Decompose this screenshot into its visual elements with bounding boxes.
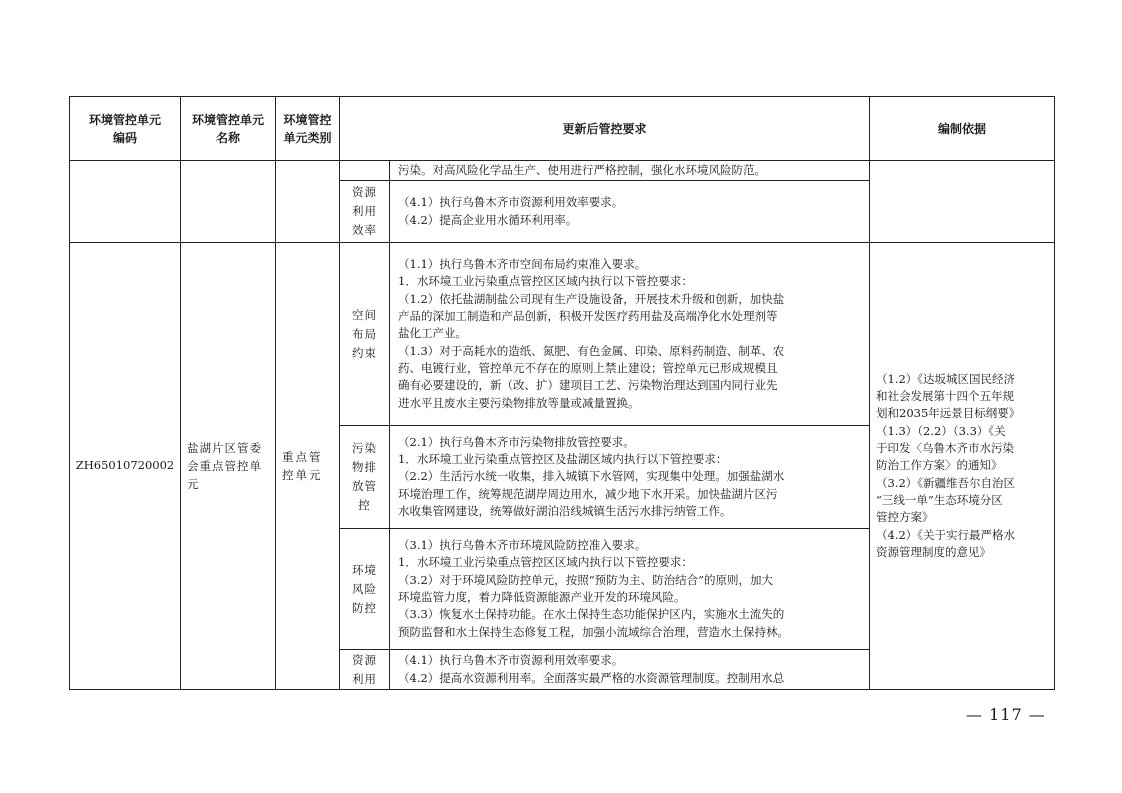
environmental-risk-requirements: （3.1）执行乌鲁木齐市环境风险防控准入要求。 1．水环境工业污染重点管控区区域内执行以下管控要求： （3.2）对于环境风险防控单元，按照“预防为主、防治结合”的原则，加大 环境监管力度，着力降低资源能源产业开发的环境风险。 （3.3）恢复水土保持功能。在水土保持生态功能保护区内，实施水土流失的 预防监督和水土保持生态修复工程，加强小流域综合治理，营造水土保持林。: [390, 529, 870, 650]
continued-resource-requirements: （4.1）执行乌鲁木齐市资源利用效率要求。 （4.2）提高企业用水循环利用率。: [390, 181, 870, 243]
spatial-layout-requirements: （1.1）执行乌鲁木齐市空间布局约束准入要求。 1．水环境工业污染重点管控区区域内执行以下管控要求： （1.2）依托盐湖制盐公司现有生产设施设备，开展技术升级和创新，加快盐 产品的深加工制造和产品创新，积极开发医疗药用盐及高端净化水处理剂等 盐化工产业。 （1.3）对于高耗水的造纸、氮肥、有色金属、印染、原料药制造、制革、农 药、电镀行业，管控单元不存在的原则上禁止建设；管控单元已形成规模且 确有必要建设的，新（改、扩）建项目工艺、污染物治理达到国内同行业先 进水平且废水主要污染物排放等量或减量置换。: [390, 243, 870, 426]
category-spatial-layout: 空间布局约束: [340, 243, 390, 426]
pollutant-emission-requirements: （2.1）执行乌鲁木齐市污染物排放管控要求。 1．水环境工业污染重点管控区及盐湖区域内执行以下管控要求： （2.2）生活污水统一收集，排入城镇下水管网，实现集中处理。加强盐湖水 环境治理工作，统筹规范湖岸周边用水，减少地下水开采。加快盐湖片区污 水收集管网建设，统筹做好湖泊沿线城镇生活污水排污纳管工作。: [390, 426, 870, 529]
category-resource-efficiency: 资源利用效率: [340, 181, 390, 243]
resource-use-requirements: （4.1）执行乌鲁木齐市资源利用效率要求。 （4.2）提高水资源利用率。全面落实最严格的水资源管理制度。控制用水总: [390, 650, 870, 690]
basis-cell: （1.2）《达坂城区国民经济 和社会发展第十四个五年规 划和2035年远景目标纲要》 （1.3）（2.2）（3.3）《关 于印发〈乌鲁木齐市水污染 防治工作方案〉的通知》 （3.2）《新疆维吾尔自治区 “三线一单”生态环境分区 管控方案》 （4.2）《关于实行最严格水 资源管理制度的意见》: [870, 243, 1055, 690]
header-row: [70, 97, 1055, 161]
category-resource-use: 资源利用: [340, 650, 390, 690]
unit-row-spatial: [70, 243, 1055, 426]
page-number: — 117 —: [966, 705, 1046, 724]
continued-basis-cell: [870, 161, 1055, 243]
category-environmental-risk: 环境风险防控: [340, 529, 390, 650]
header-name: 环境管控单元名称: [181, 97, 276, 161]
header-type: 环境管控单元类别: [276, 97, 340, 161]
continued-category-cell: [340, 161, 390, 181]
continued-name-cell: [181, 161, 276, 243]
continued-requirement-text: 污染。对高风险化学品生产、使用进行严格控制，强化水环境风险防范。: [390, 161, 870, 181]
header-code: 环境管控单元编码: [70, 97, 181, 161]
category-pollutant-emission: 污染物排放管控: [340, 426, 390, 529]
unit-name: 盐湖片区管委会重点管控单元: [181, 243, 276, 690]
header-requirements: 更新后管控要求: [340, 97, 870, 161]
unit-code: ZH65010720002: [70, 243, 181, 690]
continued-type-cell: [276, 161, 340, 243]
control-unit-table: [69, 96, 1055, 690]
header-basis: 编制依据: [870, 97, 1055, 161]
continued-row-top: [70, 161, 1055, 181]
continued-code-cell: [70, 161, 181, 243]
unit-type: 重点管控单元: [276, 243, 340, 690]
